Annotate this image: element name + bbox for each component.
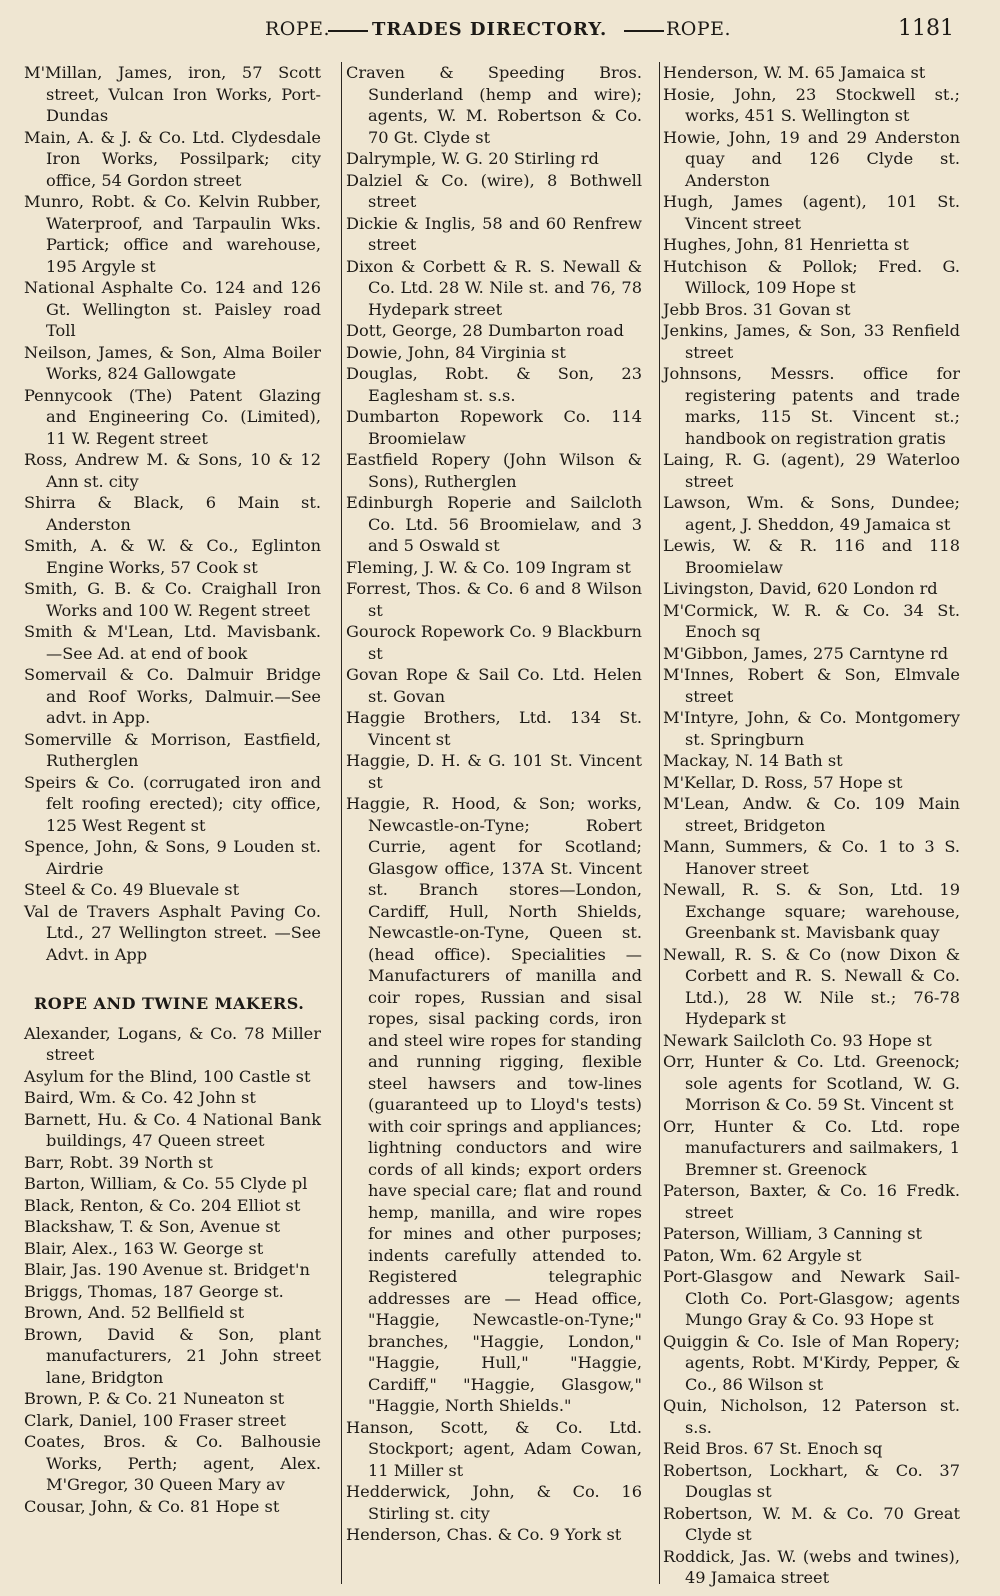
- directory-entry: Livingston, David, 620 London rd: [663, 579, 938, 598]
- directory-entry: Clark, Daniel, 100 Fraser street: [24, 1410, 286, 1430]
- directory-entry: Pennycook (The) Patent Glazing and Engineering Co. (Limited), 11 W. Regent street: [24, 385, 321, 448]
- directory-entry: Fleming, J. W. & Co. 109 Ingram st: [346, 557, 631, 577]
- directory-entry: Main, A. & J. & Co. Ltd. Clydesdale Iron Works, Possilpark; city office, 54 Gordon street: [24, 127, 321, 190]
- directory-entry: Govan Rope & Sail Co. Ltd. Helen st. Govan: [346, 665, 642, 706]
- directory-entry: Robertson, Lockhart, & Co. 37 Douglas st: [663, 1460, 960, 1501]
- directory-entry: M'Kellar, D. Ross, 57 Hope st: [663, 772, 903, 792]
- directory-entry: Johnsons, Messrs. office for registering patents and trade marks, 115 St. Vincent st.; handbook on registration gratis: [663, 364, 960, 448]
- column-1-entries-top: [24, 62, 321, 965]
- directory-entry: National Asphalte Co. 124 and 126 Gt. Wellington st. Paisley road Toll: [24, 278, 321, 340]
- directory-entry: Smith & M'Lean, Ltd. Mavisbank. —See Ad. at end of book: [24, 622, 321, 663]
- directory-entry: Eastfield Ropery (John Wilson & Sons), Rutherglen: [346, 450, 642, 491]
- directory-entry: M'Cormick, W. R. & Co. 34 St. Enoch sq: [663, 600, 960, 641]
- directory-entry: Paterson, William, 3 Canning st: [663, 1224, 923, 1243]
- directory-entry: Hugh, James (agent), 101 St. Vincent street: [663, 192, 960, 233]
- header-rule-right: [624, 30, 664, 32]
- directory-entry: Barnett, Hu. & Co. 4 National Bank buildings, 47 Queen street: [24, 1109, 321, 1150]
- directory-entry: Dalrymple, W. G. 20 Stirling rd: [346, 149, 599, 168]
- directory-entry: Jebb Bros. 31 Govan st: [663, 299, 851, 319]
- directory-entry: Newall, R. S. & Son, Ltd. 19 Exchange square; warehouse, Greenbank st. Mavisbank quay: [663, 880, 960, 942]
- header-rule-left: [328, 30, 368, 32]
- directory-entry: Newall, R. S. & Co (now Dixon & Corbett and R. S. Newall & Co. Ltd.), 28 W. Nile st.; 76-78 Hydepark st: [663, 944, 960, 1028]
- directory-entry: Hanson, Scott, & Co. Ltd. Stockport; agent, Adam Cowan, 11 Miller st: [346, 1417, 642, 1480]
- directory-entry: Craven & Speeding Bros. Sunderland (hemp and wire); agents, W. M. Robertson & Co. 70 Gt. Clyde st: [346, 63, 642, 147]
- directory-entry: Coates, Bros. & Co. Balhousie Works, Perth; agent, Alex. M'Gregor, 30 Queen Mary av: [24, 1432, 321, 1494]
- directory-entry: Dickie & Inglis, 58 and 60 Renfrew street: [346, 213, 642, 254]
- directory-entry: Brown, P. & Co. 21 Nuneaton st: [24, 1389, 285, 1408]
- directory-entry: Black, Renton, & Co. 204 Elliot st: [24, 1195, 301, 1215]
- directory-entry: M'Gibbon, James, 275 Carntyne rd: [663, 643, 949, 663]
- directory-entry: Henderson, Chas. & Co. 9 York st: [346, 1525, 622, 1544]
- page-number: 1181: [898, 16, 954, 41]
- directory-entry: Barton, William, & Co. 55 Clyde pl: [24, 1174, 308, 1193]
- directory-entry: Paton, Wm. 62 Argyle st: [663, 1245, 862, 1265]
- directory-entry: Dalziel & Co. (wire), 8 Bothwell street: [346, 170, 642, 211]
- directory-entry: Lawson, Wm. & Sons, Dundee; agent, J. Sheddon, 49 Jamaica st: [663, 493, 960, 534]
- directory-entry: Speirs & Co. (corrugated iron and felt roofing erected); city office, 125 West Regent st: [24, 772, 321, 835]
- directory-entry: Brown, David & Son, plant manufacturers, 21 John street lane, Bridgton: [24, 1324, 321, 1387]
- directory-entry: Paterson, Baxter, & Co. 16 Fredk. street: [663, 1181, 960, 1222]
- directory-entry: Jenkins, James, & Son, 33 Renfield street: [663, 321, 960, 362]
- header-left-word: ROPE.: [265, 18, 331, 40]
- directory-entry: Mackay, N. 14 Bath st: [663, 751, 843, 770]
- directory-entry: Barr, Robt. 39 North st: [24, 1152, 213, 1172]
- directory-entry: Dowie, John, 84 Virginia st: [346, 342, 566, 362]
- column-2: [341, 62, 642, 1584]
- directory-entry: Robertson, W. M. & Co. 70 Great Clyde st: [663, 1503, 960, 1544]
- directory-entry: Hughes, John, 81 Henrietta st: [663, 235, 909, 254]
- directory-entry: Somerville & Morrison, Eastfield, Rutherglen: [24, 729, 321, 770]
- header-title: TRADES DIRECTORY.: [372, 19, 608, 40]
- directory-entry: Ross, Andrew M. & Sons, 10 & 12 Ann st. city: [24, 450, 321, 491]
- directory-entry: M'Intyre, John, & Co. Montgomery st. Springburn: [663, 708, 960, 749]
- directory-entry: Dumbarton Ropework Co. 114 Broomielaw: [346, 407, 642, 448]
- directory-entry: Gourock Ropework Co. 9 Blackburn st: [346, 622, 642, 663]
- directory-entry: Newark Sailcloth Co. 93 Hope st: [663, 1030, 932, 1050]
- directory-entry: Hutchison & Pollok; Fred. G. Willock, 109 Hope st: [663, 256, 960, 297]
- page-header: [0, 18, 1000, 52]
- directory-entry: Reid Bros. 67 St. Enoch sq: [663, 1439, 883, 1458]
- directory-entry: Howie, John, 19 and 29 Anderston quay and 126 Clyde st. Anderston: [663, 127, 960, 190]
- column-3-entries: [660, 62, 960, 1589]
- directory-entry: Spence, John, & Sons, 9 Louden st. Airdrie: [24, 837, 321, 878]
- directory-entry: Haggie Brothers, Ltd. 134 St. Vincent st: [346, 708, 642, 749]
- directory-entry: Dott, George, 28 Dumbarton road: [346, 321, 624, 340]
- column-1-entries-bottom: [24, 1023, 321, 1518]
- directory-entry: Baird, Wm. & Co. 42 John st: [24, 1088, 256, 1107]
- directory-entry: Smith, A. & W. & Co., Eglinton Engine Works, 57 Cook st: [24, 536, 321, 577]
- directory-entry: Brown, And. 52 Bellfield st: [24, 1303, 245, 1322]
- directory-entry: Laing, R. G. (agent), 29 Waterloo street: [663, 450, 960, 491]
- directory-entry: Hosie, John, 23 Stockwell st.; works, 451 S. Wellington st: [663, 84, 960, 125]
- column-3: [659, 62, 960, 1587]
- directory-entry: M'Millan, James, iron, 57 Scott street, Vulcan Iron Works, Port-Dundas: [24, 63, 321, 125]
- directory-entry: Val de Travers Asphalt Paving Co. Ltd., 27 Wellington street. —See Advt. in App: [24, 901, 321, 964]
- directory-entry: Shirra & Black, 6 Main st. Anderston: [24, 493, 321, 534]
- directory-entry: Steel & Co. 49 Bluevale st: [24, 880, 240, 899]
- column-1: [24, 62, 321, 1584]
- directory-entry: M'Innes, Robert & Son, Elmvale street: [663, 665, 960, 706]
- directory-entry: Mann, Summers, & Co. 1 to 3 S. Hanover street: [663, 837, 960, 878]
- directory-entry: Haggie, R. Hood, & Son; works, Newcastle-on-Tyne; Robert Currie, agent for Scotland; Glasgow office, 137A St. Vincent st. Branch stores—London, Cardiff, Hull, North Shields, Newcastle-on-Tyne, Queen st. (head office). Specialities — Manufacturers of manilla and coir ropes, Russian and sisal ropes, sisal packing cords, iron and steel wire ropes for standing and running rigging, flexible steel hawsers and tow-lines (guaranteed up to Lloyd's tests) with coir springs and appliances; lightning conductors and wire cords of all kinds; export orders have special care; flat and round hemp, manilla, and wire ropes for mines and other purposes; indents carefully attended to. Registered telegraphic addresses are — Head office, "Haggie, Newcastle-on-Tyne;" branches, "Haggie, London," "Haggie, Hull," "Haggie, Cardiff," "Haggie, Glasgow," "Haggie, North Shields.": [346, 794, 642, 1415]
- directory-entry: Hedderwick, John, & Co. 16 Stirling st. city: [346, 1482, 642, 1523]
- column-2-entries: [342, 62, 642, 1546]
- directory-entry: Smith, G. B. & Co. Craighall Iron Works and 100 W. Regent street: [24, 579, 321, 620]
- directory-entry: Blair, Jas. 190 Avenue st. Bridget'n: [24, 1260, 310, 1279]
- header-right-word: ROPE.: [666, 18, 732, 40]
- directory-entry: Haggie, D. H. & G. 101 St. Vincent st: [346, 751, 642, 792]
- directory-entry: Munro, Robt. & Co. Kelvin Rubber, Waterproof, and Tarpaulin Wks. Partick; office and warehouse, 195 Argyle st: [24, 192, 321, 276]
- directory-entry: Orr, Hunter & Co. Ltd. rope manufacturers and sailmakers, 1 Bremner st. Greenock: [663, 1116, 960, 1179]
- directory-entry: Lewis, W. & R. 116 and 118 Broomielaw: [663, 536, 960, 577]
- directory-entry: Quiggin & Co. Isle of Man Ropery; agents, Robt. M'Kirdy, Pepper, & Co., 86 Wilson st: [663, 1331, 960, 1394]
- directory-entry: Orr, Hunter & Co. Ltd. Greenock; sole agents for Scotland, W. G. Morrison & Co. 59 St. Vincent st: [663, 1052, 960, 1114]
- directory-entry: Roddick, Jas. W. (webs and twines), 49 Jamaica street: [663, 1546, 960, 1587]
- directory-entry: M'Lean, Andw. & Co. 109 Main street, Bridgeton: [663, 794, 960, 835]
- directory-entry: Neilson, James, & Son, Alma Boiler Works, 824 Gallowgate: [24, 342, 321, 383]
- directory-entry: Douglas, Robt. & Son, 23 Eaglesham st. s.s.: [346, 364, 642, 405]
- directory-entry: Port-Glasgow and Newark Sail-Cloth Co. Port-Glasgow; agents Mungo Gray & Co. 93 Hope st: [663, 1267, 960, 1329]
- directory-entry: Alexander, Logans, & Co. 78 Miller street: [24, 1023, 321, 1064]
- directory-entry: Cousar, John, & Co. 81 Hope st: [24, 1496, 280, 1516]
- directory-entry: Dixon & Corbett & R. S. Newall & Co. Ltd. 28 W. Nile st. and 76, 78 Hydepark street: [346, 256, 642, 319]
- directory-entry: Somervail & Co. Dalmuir Bridge and Roof Works, Dalmuir.—See advt. in App.: [24, 665, 321, 727]
- directory-entry: Edinburgh Roperie and Sailcloth Co. Ltd. 56 Broomielaw, and 3 and 5 Oswald st: [346, 493, 642, 555]
- directory-entry: Quin, Nicholson, 12 Paterson st. s.s.: [663, 1396, 960, 1437]
- directory-entry: Briggs, Thomas, 187 George st.: [24, 1281, 284, 1301]
- directory-entry: Henderson, W. M. 65 Jamaica st: [663, 63, 926, 82]
- directory-entry: Blair, Alex., 163 W. George st: [24, 1238, 264, 1258]
- section-title: ROPE AND TWINE MAKERS.: [34, 994, 305, 1013]
- directory-entry: Asylum for the Blind, 100 Castle st: [24, 1066, 311, 1086]
- directory-entry: Forrest, Thos. & Co. 6 and 8 Wilson st: [346, 579, 642, 620]
- directory-entry: Blackshaw, T. & Son, Avenue st: [24, 1217, 281, 1236]
